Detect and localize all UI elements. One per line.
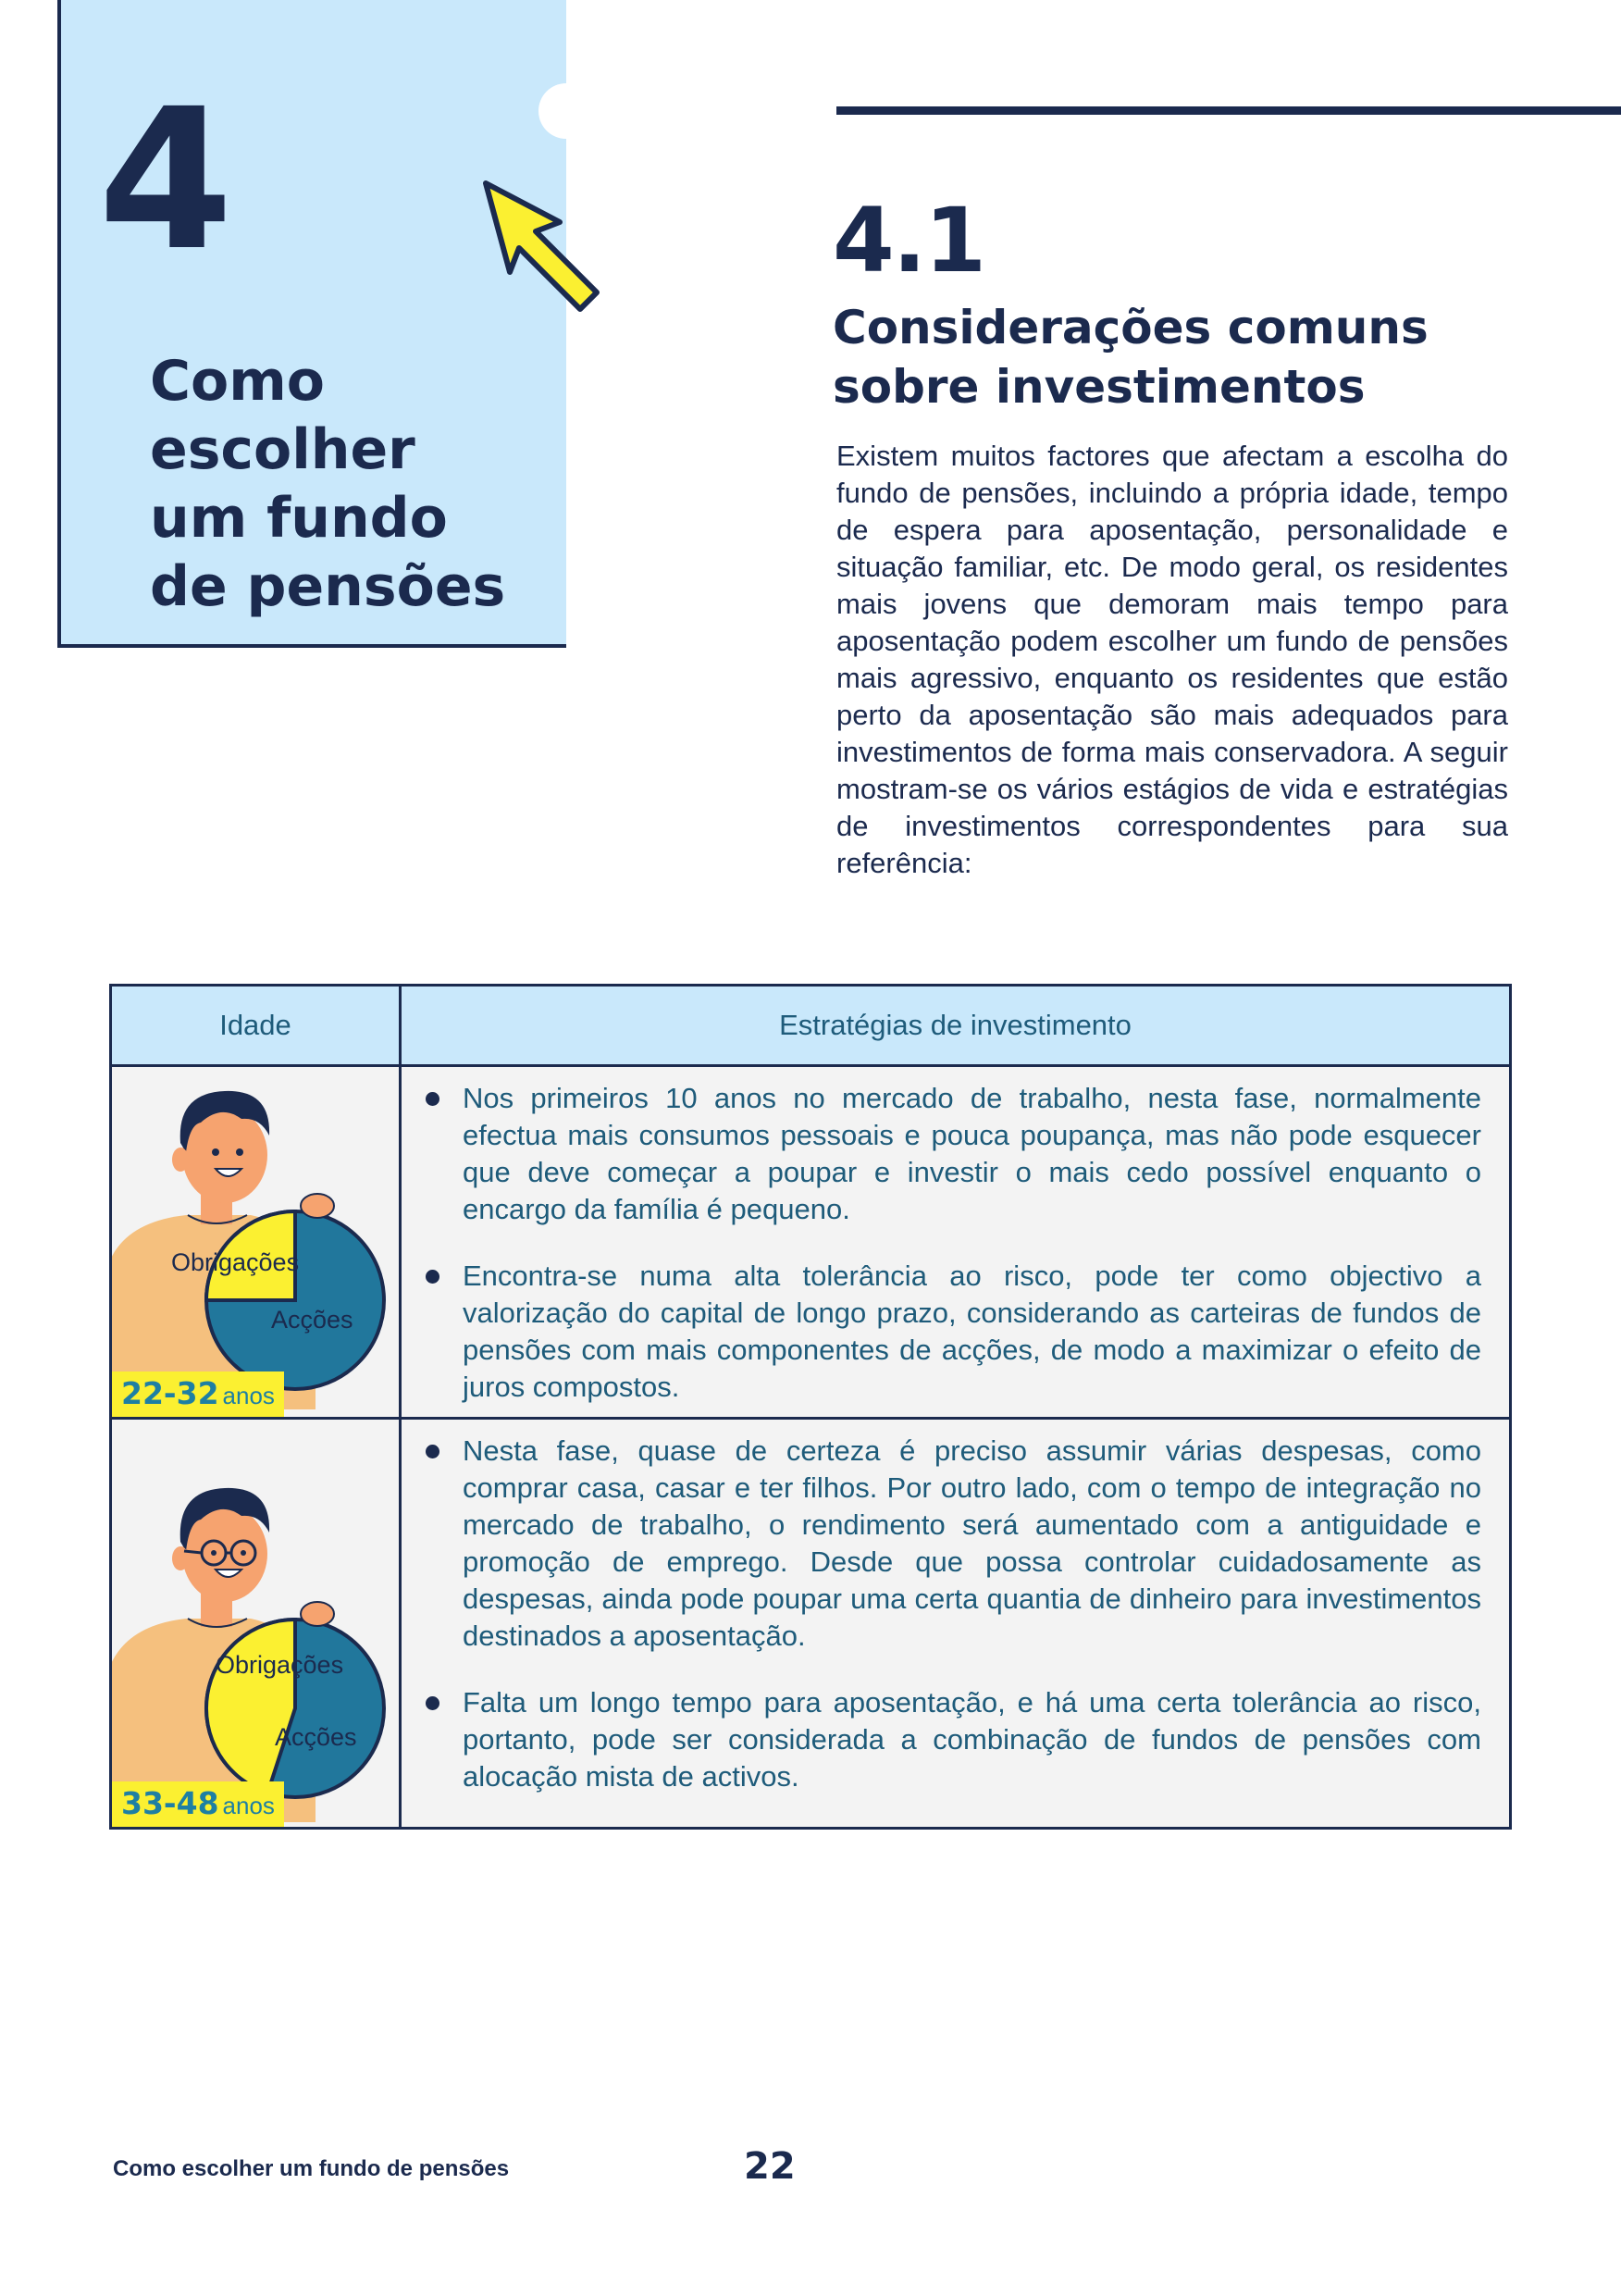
chapter-title-line: Como escolher — [150, 349, 415, 482]
panel-notch — [538, 83, 594, 139]
chapter-title — [150, 347, 557, 621]
list-item: Falta um longo tempo para aposentação, e há uma certa tolerância ao risco, portanto, pode ser considerada a combinação de fundos de pensões com alocação mista de activos. — [463, 1684, 1481, 1795]
pie-label-stocks: Acções — [271, 1306, 353, 1334]
table-row — [111, 1419, 1511, 1829]
age-badge — [112, 1371, 284, 1417]
strategy-cell — [401, 1419, 1511, 1829]
age-cell — [111, 1066, 401, 1419]
pie-label-bonds: Obrigações — [171, 1248, 300, 1276]
table-row — [111, 1066, 1511, 1419]
header-strategy: Estratégias de investimento — [401, 986, 1511, 1066]
age-unit: anos — [222, 1382, 275, 1409]
section-title-line: sobre investimentos — [833, 360, 1366, 414]
page-number: 22 — [744, 2145, 796, 2188]
chapter-number: 4 — [98, 67, 230, 293]
age-range: 33-48 — [121, 1785, 219, 1821]
section-title — [833, 298, 1573, 416]
age-range: 22-32 — [121, 1375, 219, 1411]
cursor-arrow-icon — [476, 174, 606, 313]
top-rule — [836, 106, 1621, 115]
pie-label-stocks: Acções — [275, 1723, 357, 1751]
strategy-list — [402, 1420, 1509, 1806]
strategy-cell — [401, 1066, 1511, 1419]
chapter-title-line: de pensões — [150, 554, 506, 619]
pie-label-bonds: Obrigações — [216, 1651, 344, 1679]
person-pie-illustration — [112, 1420, 399, 1827]
age-cell — [111, 1419, 401, 1829]
person-pie-illustration — [112, 1067, 399, 1414]
table-header-row — [111, 986, 1511, 1066]
chapter-title-line: um fundo — [150, 486, 448, 551]
strategy-table — [109, 984, 1512, 1830]
age-badge — [112, 1781, 284, 1827]
list-item: Encontra-se numa alta tolerância ao risco, pode ter como objectivo a valorização do capital de longo prazo, considerando as carteiras de fundos de pensões com mais componentes de acções, de modo a maximizar o efeito de juros compostos. — [463, 1258, 1481, 1406]
header-age: Idade — [111, 986, 401, 1066]
strategy-list — [402, 1067, 1509, 1417]
intro-paragraph: Existem muitos factores que afectam a escolha do fundo de pensões, incluindo a própria idade, tempo de espera para aposentação, personalidade e situação familiar, etc. De modo geral, os residentes mais jovens que demoram mais tempo para aposentação podem escolher um fundo de pensões mais agressivo, enquanto os residentes que estão perto da aposentação são mais adequados para investimentos de forma mais conservadora. A seguir mostram-se os vários estágios de vida e estratégias de investimentos correspondentes para sua referência: — [836, 440, 1508, 879]
section-title-line: Considerações comuns — [833, 301, 1429, 354]
age-unit: anos — [222, 1792, 275, 1819]
section-number: 4.1 — [833, 189, 985, 292]
list-item: Nos primeiros 10 anos no mercado de trabalho, nesta fase, normalmente efectua mais consumos pessoais e pouca poupança, mas não pode esquecer que deve começar a poupar e investir o mais cedo possível enquanto o encargo da família é pequeno. — [463, 1080, 1481, 1228]
footer-title: Como escolher um fundo de pensões — [113, 2156, 510, 2181]
list-item: Nesta fase, quase de certeza é preciso assumir várias despesas, como comprar casa, casar e ter filhos. Por outro lado, com o tempo de integração no mercado de trabalho, o rendimento será aumentado com a antiguidade e promoção de emprego. Desde que possa controlar cuidadosamente as despesas, ainda pode poupar uma certa quantia de dinheiro para investimentos destinados a aposentação. — [463, 1433, 1481, 1655]
